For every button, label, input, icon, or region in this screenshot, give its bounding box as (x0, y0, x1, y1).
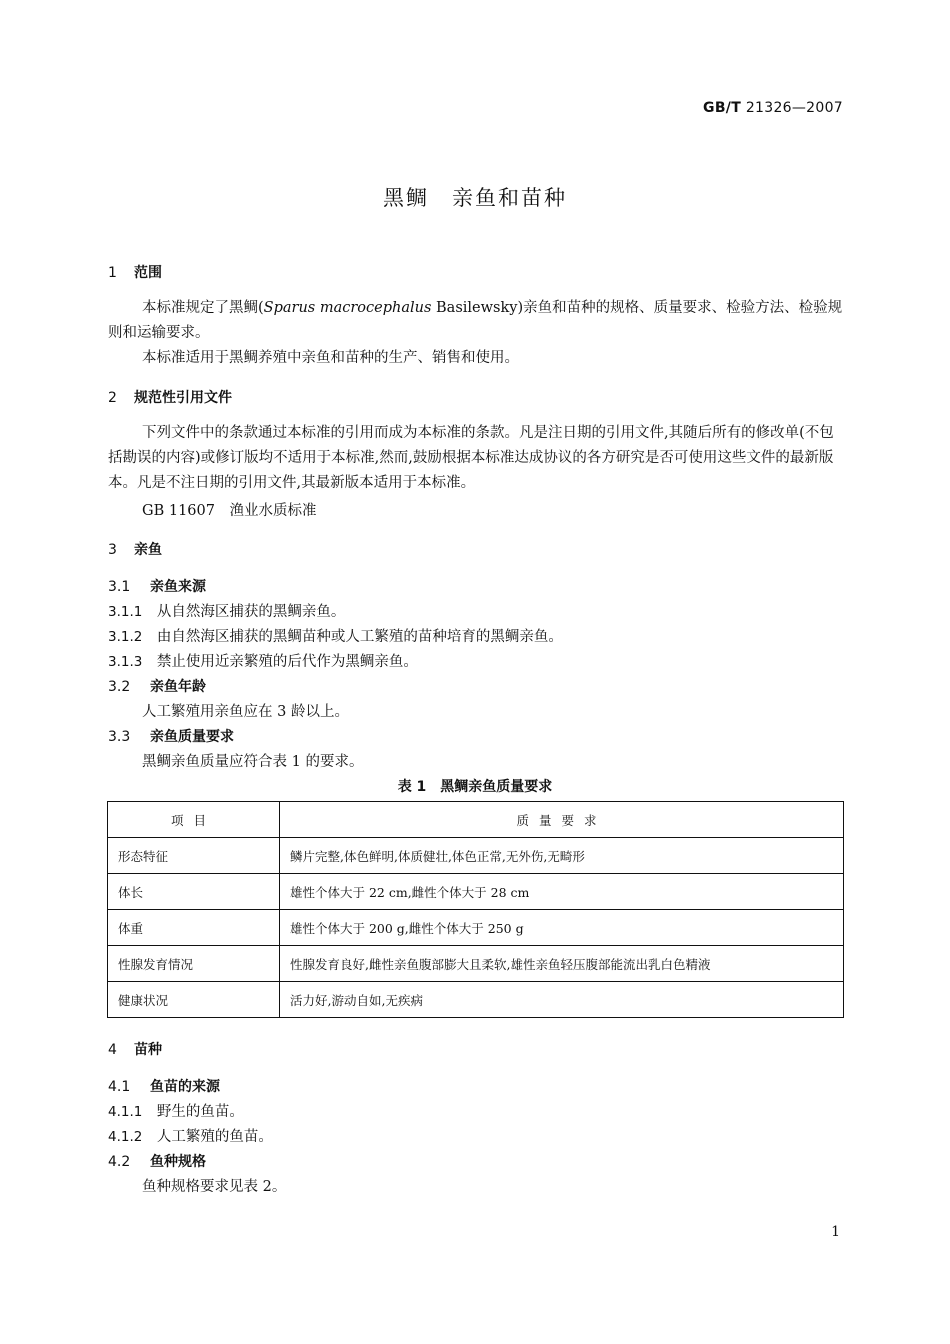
section-number: 1 (108, 265, 117, 281)
standard-number: 21326—2007 (745, 100, 843, 116)
clause-3-1-1: 3.1.1 从自然海区捕获的黑鲷亲鱼。 (108, 604, 346, 620)
table-cell-item: 健康状况 (108, 982, 280, 1018)
table-cell-item: 性腺发育情况 (108, 946, 280, 982)
standard-prefix: GB/T (703, 100, 742, 116)
page-number: 1 (831, 1224, 840, 1240)
table-cell-item: 体长 (108, 874, 280, 910)
table-cell-item: 形态特征 (108, 838, 280, 874)
table-1 (107, 801, 844, 1018)
section-3-3-text: 黑鲷亲鱼质量应符合表 1 的要求。 (142, 754, 364, 770)
section-1-para-2: 本标准适用于黑鲷养殖中亲鱼和苗种的生产、销售和使用。 (142, 350, 519, 366)
section-1-heading (108, 262, 162, 282)
table-row (108, 910, 844, 946)
scientific-name: Sparus macrocephalus (263, 300, 432, 316)
section-3-2-text: 人工繁殖用亲鱼应在 3 龄以上。 (142, 704, 349, 720)
table-row (108, 838, 844, 874)
clause-4-1-2: 4.1.2 人工繁殖的鱼苗。 (108, 1129, 273, 1145)
document-title: 黑鲷 亲鱼和苗种 (383, 186, 567, 210)
header-requirement: 质量要求 (280, 802, 844, 838)
table-cell-requirement: 雄性个体大于 22 cm,雌性个体大于 28 cm (280, 874, 844, 910)
table-cell-requirement: 活力好,游动自如,无疾病 (280, 982, 844, 1018)
section-4-2-heading: 4.2 鱼种规格 (108, 1154, 206, 1170)
table-row (108, 874, 844, 910)
section-3-3-heading: 3.3 亲鱼质量要求 (108, 729, 234, 745)
section-4-1-heading: 4.1 鱼苗的来源 (108, 1079, 220, 1095)
table-cell-requirement: 鳞片完整,体色鲜明,体质健壮,体色正常,无外伤,无畸形 (280, 838, 844, 874)
section-4-heading: 4 苗种 (108, 1042, 162, 1058)
table-cell-requirement: 雄性个体大于 200 g,雌性个体大于 250 g (280, 910, 844, 946)
section-2-heading: 2 规范性引用文件 (108, 390, 232, 406)
section-3-heading: 3 亲鱼 (108, 542, 162, 558)
clause-3-1-3: 3.1.3 禁止使用近亲繁殖的后代作为黑鲷亲鱼。 (108, 654, 418, 670)
section-title: 范围 (134, 265, 162, 281)
standard-code (703, 100, 843, 116)
table-1-caption: 表 1 黑鲷亲鱼质量要求 (397, 779, 553, 795)
header-item: 项目 (108, 802, 280, 838)
normative-reference: GB 11607 渔业水质标准 (142, 503, 317, 519)
clause-4-1-1: 4.1.1 野生的鱼苗。 (108, 1104, 244, 1120)
section-1-para-1: 本标准规定了黑鲷(Sparus macrocephalus Basilewsky)亲鱼和苗种的规格、质量要求、检验方法、检验规则和运输要求。 (108, 300, 843, 341)
section-2-para-1: 下列文件中的条款通过本标准的引用而成为本标准的条款。凡是注日期的引用文件,其随后所有的修改单(不包括勘误的内容)或修订版均不适用于本标准,然而,鼓励根据本标准达成协议的各方研究是否可使用这些文件的最新版本。凡是不注日期的引用文件,其最新版本适用于本标准。 (108, 425, 834, 491)
table-cell-requirement: 性腺发育良好,雌性亲鱼腹部膨大且柔软,雄性亲鱼轻压腹部能流出乳白色精液 (280, 946, 844, 982)
clause-3-1-2: 3.1.2 由自然海区捕获的黑鲷苗种或人工繁殖的苗种培育的黑鲷亲鱼。 (108, 629, 563, 645)
section-4-2-text: 鱼种规格要求见表 2。 (142, 1179, 287, 1195)
section-3-2-heading: 3.2 亲鱼年龄 (108, 679, 206, 695)
section-3-1-heading: 3.1 亲鱼来源 (108, 579, 206, 595)
table-cell-item: 体重 (108, 910, 280, 946)
table-row (108, 946, 844, 982)
table-header-row (108, 802, 844, 838)
table-row (108, 982, 844, 1018)
